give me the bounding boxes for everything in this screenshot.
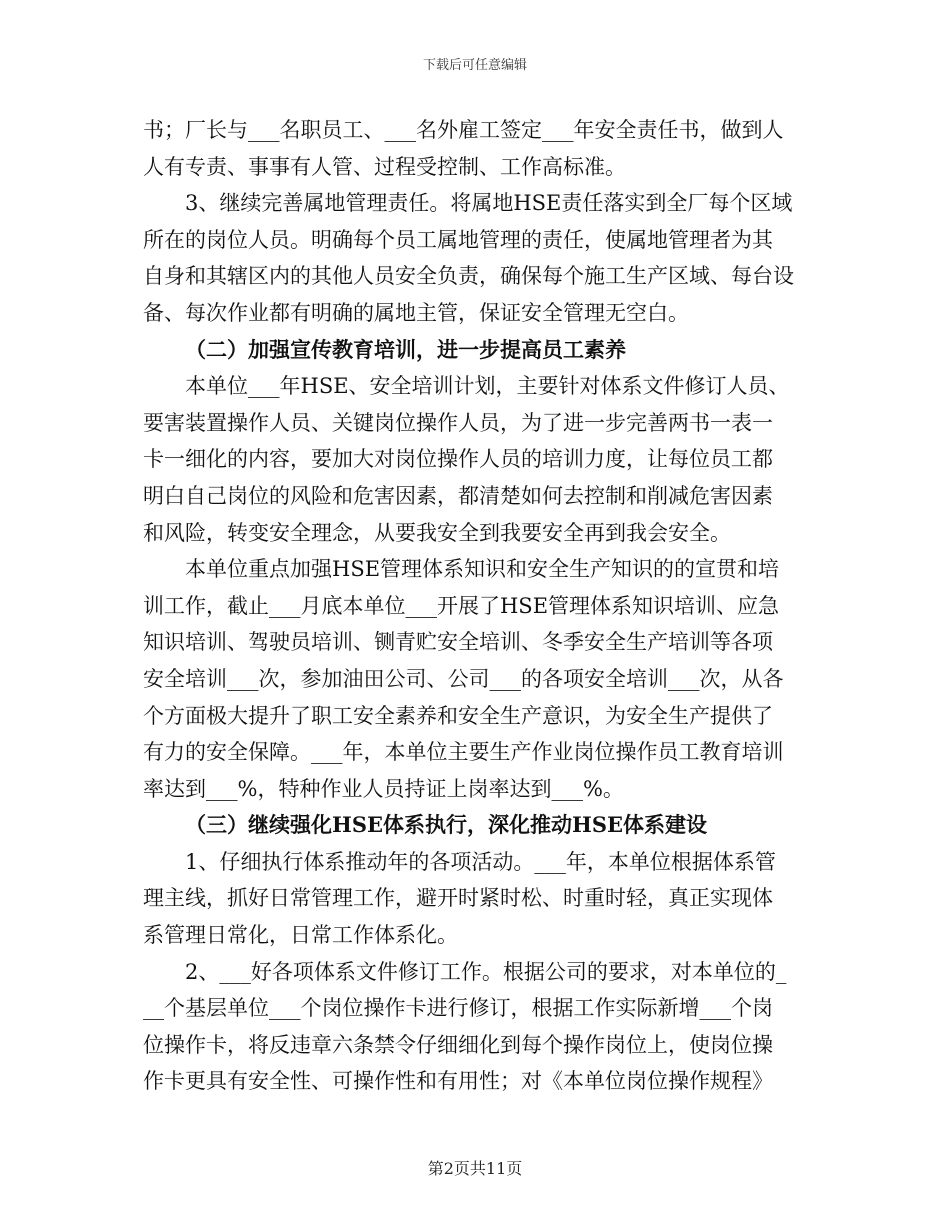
text-line: 率达到___%，特种作业人员持证上岗率达到___%。 (143, 776, 624, 801)
text-line: 和风险，转变安全理念，从要我安全到我要安全再到我会安全。 (143, 520, 731, 545)
text-line: 2、___好各项体系文件修订工作。根据公司的要求，对本单位的_ (185, 959, 787, 984)
text-line: 本单位___年HSE、安全培训计划，主要针对体系文件修订人员、 (185, 374, 790, 399)
text-line: 位操作卡，将反违章六条禁令仔细细化到每个操作岗位上，使岗位操 (143, 1032, 773, 1057)
text-line: 知识培训、驾驶员培训、铡青贮安全培训、冬季安全生产培训等各项 (143, 630, 773, 655)
text-line: 个方面极大提升了职工安全素养和安全生产意识，为安全生产提供了 (143, 703, 773, 728)
section-heading-3: （三）继续强化HSE体系执行，深化推动HSE体系建设 (185, 812, 708, 838)
text-line: 书；厂长与___名职员工、___名外雇工签定___年安全责任书，做到人 (143, 118, 784, 142)
text-line: 理主线，抓好日常管理工作，避开时紧时松、时重时轻，真正实现体 (143, 886, 773, 911)
text-line: 要害装置操作人员、关键岗位操作人员，为了进一步完善两书一表一 (143, 410, 773, 435)
page-number: 第2页共11页 (427, 1159, 523, 1178)
text-line: 本单位重点加强HSE管理体系知识和安全生产知识的的宣贯和培 (185, 557, 780, 582)
text-line: 3、继续完善属地管理责任。将属地HSE责任落实到全厂每个区域 (185, 191, 793, 216)
section-heading-2: （二）加强宣传教育培训，进一步提高员工素养 (185, 336, 626, 362)
document-body (143, 112, 809, 1100)
text-line: 系管理日常化，日常工作体系化。 (143, 923, 458, 948)
text-line: 自身和其辖区内的其他人员安全负责，确保每个施工生产区域、每台设 (143, 264, 794, 289)
text-line: 卡一细化的内容，要加大对岗位操作人员的培训力度，让每位员工都 (143, 447, 773, 472)
text-line: 人有专责、事事有人管、过程受控制、工作高标准。 (143, 154, 626, 179)
text-line: 1、仔细执行体系推动年的各项活动。___年，本单位根据体系管 (185, 849, 776, 874)
text-line: 所在的岗位人员。明确每个员工属地管理的责任，使属地管理者为其 (143, 227, 773, 252)
text-line: 备、每次作业都有明确的属地主管，保证安全管理无空白。 (143, 300, 689, 325)
text-line: 有力的安全保障。___年，本单位主要生产作业岗位操作员工教育培训 (143, 740, 784, 765)
text-line: __个基层单位___个岗位操作卡进行修订，根据工作实际新增___个岗 (143, 996, 773, 1021)
page-header: 下载后可任意编辑 (422, 58, 527, 73)
text-line: 作卡更具有安全性、可操作性和有用性；对《本单位岗位操作规程》 (143, 1069, 773, 1094)
text-line: 安全培训___次，参加油田公司、公司___的各项安全培训___次，从各 (143, 666, 784, 691)
text-line: 明白自己岗位的风险和危害因素，都清楚如何去控制和削减危害因素 (143, 483, 773, 508)
text-line: 训工作，截止___月底本单位___开展了HSE管理体系知识培训、应急 (143, 593, 780, 618)
